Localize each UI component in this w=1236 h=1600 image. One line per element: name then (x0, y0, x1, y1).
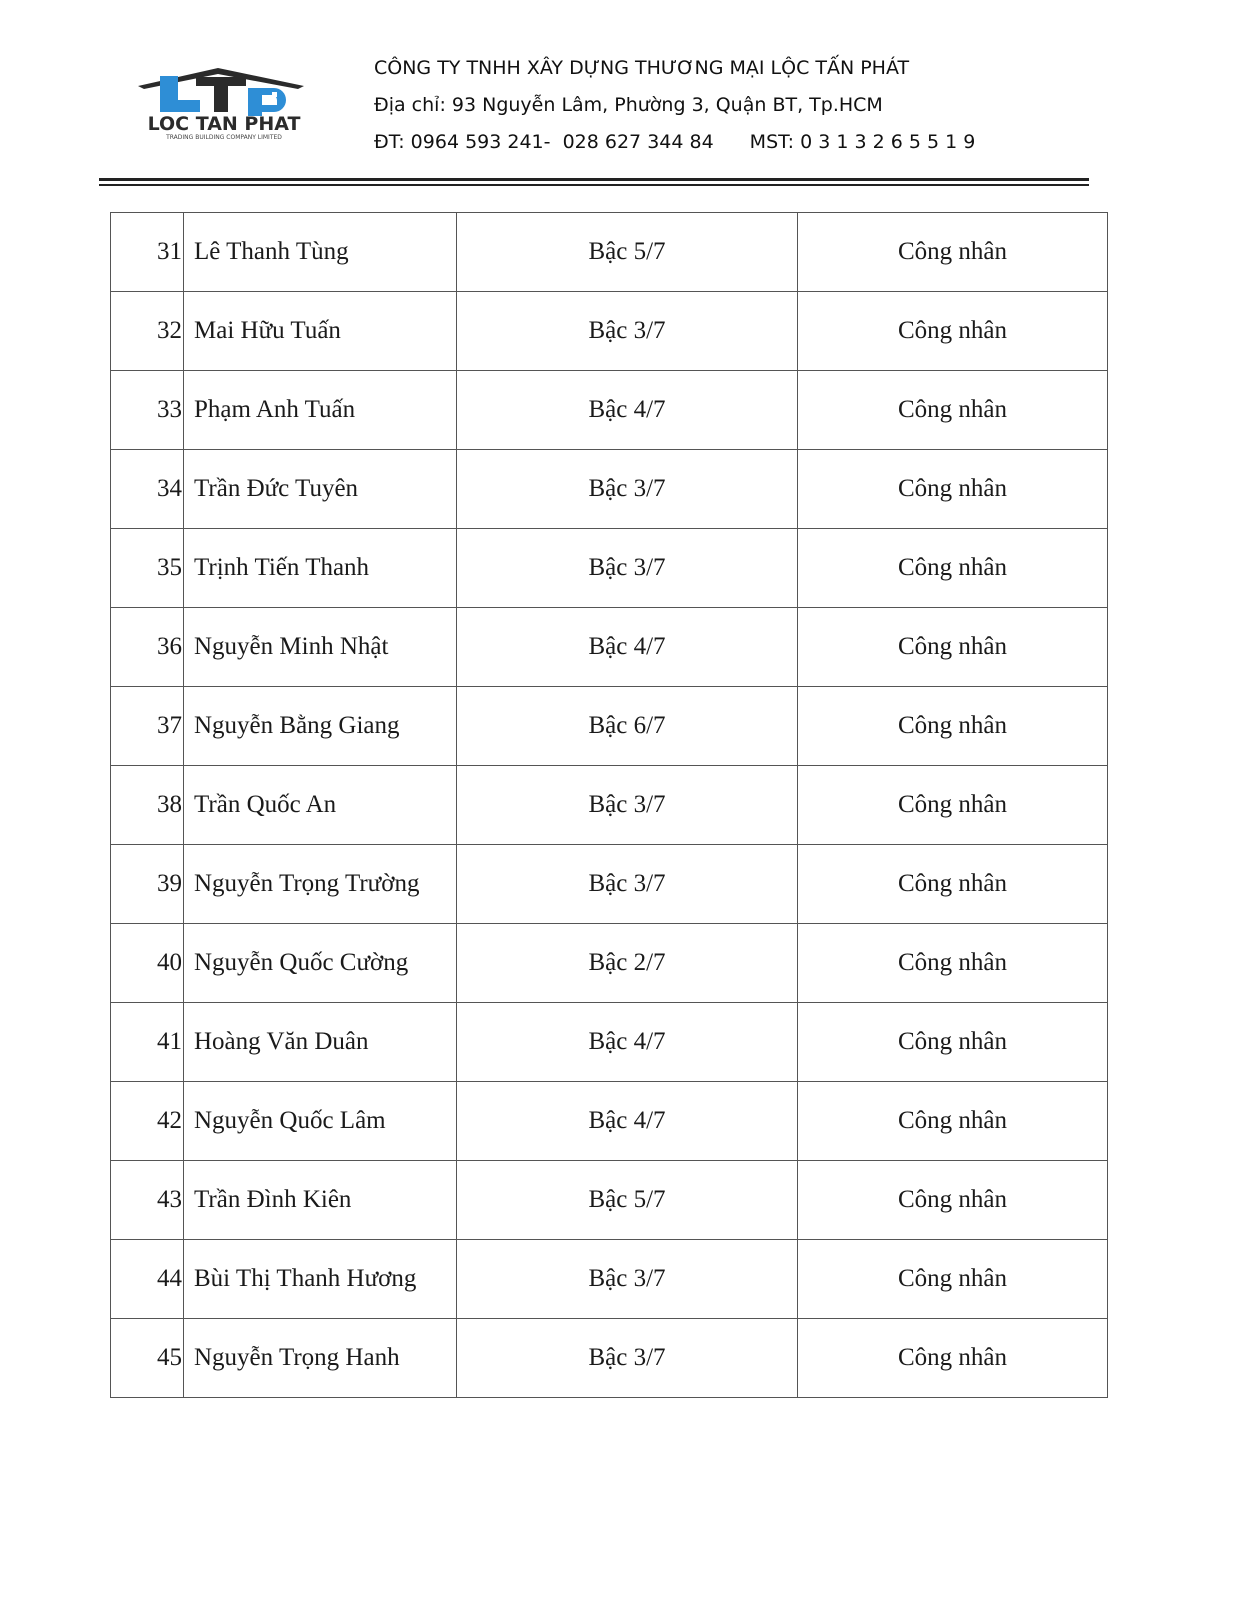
row-number: 41 (111, 1003, 184, 1082)
employee-grade: Bậc 4/7 (457, 371, 798, 450)
row-number: 31 (111, 213, 184, 292)
employee-role: Công nhân (798, 213, 1108, 292)
row-number: 38 (111, 766, 184, 845)
table-row (111, 1082, 1108, 1161)
employee-name: Phạm Anh Tuấn (184, 371, 457, 450)
employee-grade: Bậc 6/7 (457, 687, 798, 766)
table-row (111, 529, 1108, 608)
table-row (111, 845, 1108, 924)
employee-role: Công nhân (798, 371, 1108, 450)
employee-name: Lê Thanh Tùng (184, 213, 457, 292)
table-row (111, 766, 1108, 845)
employee-role: Công nhân (798, 1319, 1108, 1398)
employee-name: Mai Hữu Tuấn (184, 292, 457, 371)
employee-grade: Bậc 2/7 (457, 924, 798, 1003)
row-number: 33 (111, 371, 184, 450)
company-contact (374, 124, 975, 161)
table-row (111, 924, 1108, 1003)
employee-name: Trần Đình Kiên (184, 1161, 457, 1240)
employee-grade: Bậc 4/7 (457, 608, 798, 687)
row-number: 37 (111, 687, 184, 766)
company-logo (108, 62, 340, 142)
employee-name: Nguyễn Trọng Trường (184, 845, 457, 924)
row-number: 45 (111, 1319, 184, 1398)
employee-role: Công nhân (798, 1161, 1108, 1240)
table-row (111, 450, 1108, 529)
company-address: Địa chỉ: 93 Nguyễn Lâm, Phường 3, Quận BT, Tp.HCM (374, 94, 883, 116)
table-row (111, 1319, 1108, 1398)
logo-brand-text: LOC TAN PHAT (147, 113, 301, 135)
row-number: 43 (111, 1161, 184, 1240)
employee-role: Công nhân (798, 1082, 1108, 1161)
row-number: 32 (111, 292, 184, 371)
employee-role: Công nhân (798, 608, 1108, 687)
table-row (111, 687, 1108, 766)
employee-role: Công nhân (798, 529, 1108, 608)
employee-name: Nguyễn Quốc Cường (184, 924, 457, 1003)
table-row (111, 1240, 1108, 1319)
employee-name: Nguyễn Quốc Lâm (184, 1082, 457, 1161)
company-name: CÔNG TY TNHH XÂY DỰNG THƯƠNG MẠI LỘC TẤN PHÁT (374, 57, 910, 79)
row-number: 35 (111, 529, 184, 608)
employee-grade: Bậc 3/7 (457, 1319, 798, 1398)
logo-tagline-text: TRADING BUILDING COMPANY LIMITED (166, 134, 282, 141)
employee-name: Hoàng Văn Duân (184, 1003, 457, 1082)
employee-grade: Bậc 4/7 (457, 1003, 798, 1082)
company-tax-id: MST: 0 3 1 3 2 6 5 5 1 9 (749, 131, 976, 153)
company-phone: ĐT: 0964 593 241- 028 627 344 84 (374, 131, 714, 153)
employee-grade: Bậc 3/7 (457, 766, 798, 845)
logo-letter-p (248, 88, 286, 116)
employee-role: Công nhân (798, 924, 1108, 1003)
employee-grade: Bậc 5/7 (457, 213, 798, 292)
employee-role: Công nhân (798, 845, 1108, 924)
table-row (111, 608, 1108, 687)
logo-graphic (108, 62, 340, 142)
employee-role: Công nhân (798, 1240, 1108, 1319)
row-number: 39 (111, 845, 184, 924)
table-row (111, 371, 1108, 450)
employee-role: Công nhân (798, 687, 1108, 766)
employee-grade: Bậc 4/7 (457, 1082, 798, 1161)
table-row (111, 292, 1108, 371)
staff-table-body (111, 213, 1108, 1398)
table-row (111, 213, 1108, 292)
employee-name: Trần Đức Tuyên (184, 450, 457, 529)
employee-name: Nguyễn Trọng Hanh (184, 1319, 457, 1398)
employee-grade: Bậc 3/7 (457, 529, 798, 608)
employee-name: Trần Quốc An (184, 766, 457, 845)
employee-role: Công nhân (798, 292, 1108, 371)
employee-role: Công nhân (798, 766, 1108, 845)
employee-grade: Bậc 3/7 (457, 1240, 798, 1319)
employee-name: Bùi Thị Thanh Hương (184, 1240, 457, 1319)
employee-name: Nguyễn Bằng Giang (184, 687, 457, 766)
employee-grade: Bậc 3/7 (457, 450, 798, 529)
employee-role: Công nhân (798, 1003, 1108, 1082)
company-info (374, 50, 975, 161)
staff-table (110, 212, 1108, 1398)
employee-grade: Bậc 3/7 (457, 292, 798, 371)
employee-name: Nguyễn Minh Nhật (184, 608, 457, 687)
header-divider (99, 178, 1089, 181)
table-row (111, 1003, 1108, 1082)
row-number: 42 (111, 1082, 184, 1161)
row-number: 36 (111, 608, 184, 687)
employee-grade: Bậc 5/7 (457, 1161, 798, 1240)
employee-grade: Bậc 3/7 (457, 845, 798, 924)
row-number: 40 (111, 924, 184, 1003)
row-number: 34 (111, 450, 184, 529)
table-row (111, 1161, 1108, 1240)
header-divider-thin (99, 184, 1089, 186)
row-number: 44 (111, 1240, 184, 1319)
employee-role: Công nhân (798, 450, 1108, 529)
employee-name: Trịnh Tiến Thanh (184, 529, 457, 608)
